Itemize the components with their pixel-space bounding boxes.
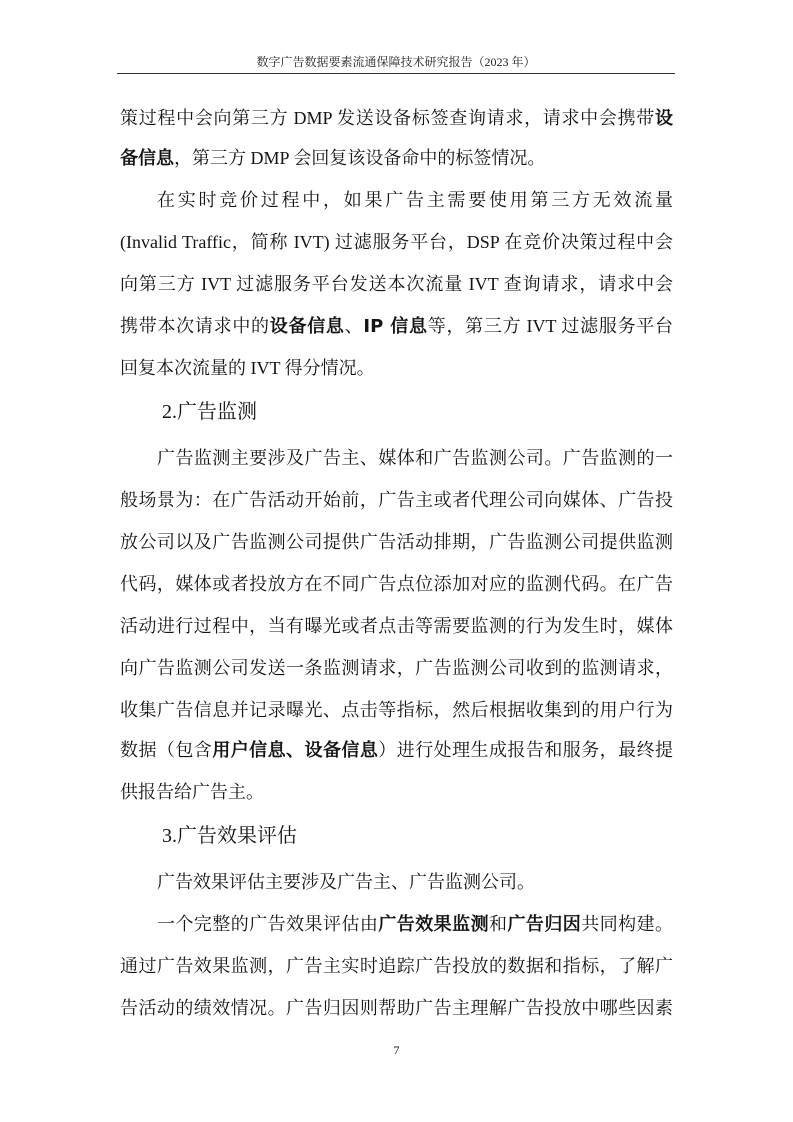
- text-line: 供报告给广告主。: [120, 782, 264, 802]
- text-line: 放公司以及广告监测公司提供广告活动排期，广告监测公司提供监测: [120, 532, 673, 552]
- text-line: 备信息，第三方 DMP 会回复该设备命中的标签情况。: [120, 148, 546, 169]
- text-line: 携带本次请求中的设备信息、IP 信息等，第三方 IVT 过滤服务平台: [120, 316, 673, 337]
- text-line: 收集广告信息并记录曝光、点击等指标，然后根据收集到的用户行为: [120, 700, 673, 720]
- text-line: 般场景为：在广告活动开始前，广告主或者代理公司向媒体、广告投: [120, 490, 673, 510]
- bold-term: 设: [655, 108, 673, 129]
- page-number: 7: [393, 1043, 400, 1057]
- text-line: (Invalid Traffic，简称 IVT) 过滤服务平台，DSP 在竞价决策过程中会: [120, 232, 673, 252]
- text-line: 向第三方 IVT 过滤服务平台发送本次流量 IVT 查询请求，请求中会: [120, 274, 673, 294]
- bold-term: IP 信息: [363, 316, 428, 337]
- text-line: 一个完整的广告效果评估由广告效果监测和广告归因共同构建。: [157, 914, 673, 935]
- text-line: 广告效果评估主要涉及广告主、广告监测公司。: [157, 872, 535, 892]
- text-line: 策过程中会向第三方 DMP 发送设备标签查询请求，请求中会携带设: [120, 108, 673, 129]
- bold-term: 用户信息、设备信息: [212, 740, 379, 761]
- section-heading: 2.广告监测: [162, 401, 257, 423]
- text-line: 数据（包含用户信息、设备信息）进行处理生成报告和服务，最终提: [120, 740, 673, 761]
- bold-term: 广告归因: [507, 914, 582, 935]
- text-line: 在实时竞价过程中，如果广告主需要使用第三方无效流量: [157, 190, 673, 210]
- text-line: 代码，媒体或者投放方在不同广告点位添加对应的监测代码。在广告: [120, 574, 673, 594]
- bold-term: 广告效果监测: [378, 914, 490, 935]
- text-line: 通过广告效果监测，广告主实时追踪广告投放的数据和指标，了解广: [120, 956, 673, 976]
- text-line: 告活动的绩效情况。广告归因则帮助广告主理解广告投放中哪些因素: [120, 998, 673, 1018]
- text-line: 活动进行过程中，当有曝光或者点击等需要监测的行为发生时，媒体: [120, 616, 673, 636]
- bold-term: 备信息: [120, 148, 174, 169]
- header-rule: [117, 73, 675, 74]
- text-line: 广告监测主要涉及广告主、媒体和广告监测公司。广告监测的一: [157, 448, 673, 468]
- text-line: 回复本次流量的 IVT 得分情况。: [120, 358, 375, 378]
- section-heading: 3.广告效果评估: [162, 825, 297, 847]
- bold-term: 设备信息: [269, 316, 345, 337]
- text-line: 向广告监测公司发送一条监测请求，广告监测公司收到的监测请求，: [120, 658, 673, 678]
- running-header-title: 数字广告数据要素流通保障技术研究报告（2023 年）: [256, 55, 536, 69]
